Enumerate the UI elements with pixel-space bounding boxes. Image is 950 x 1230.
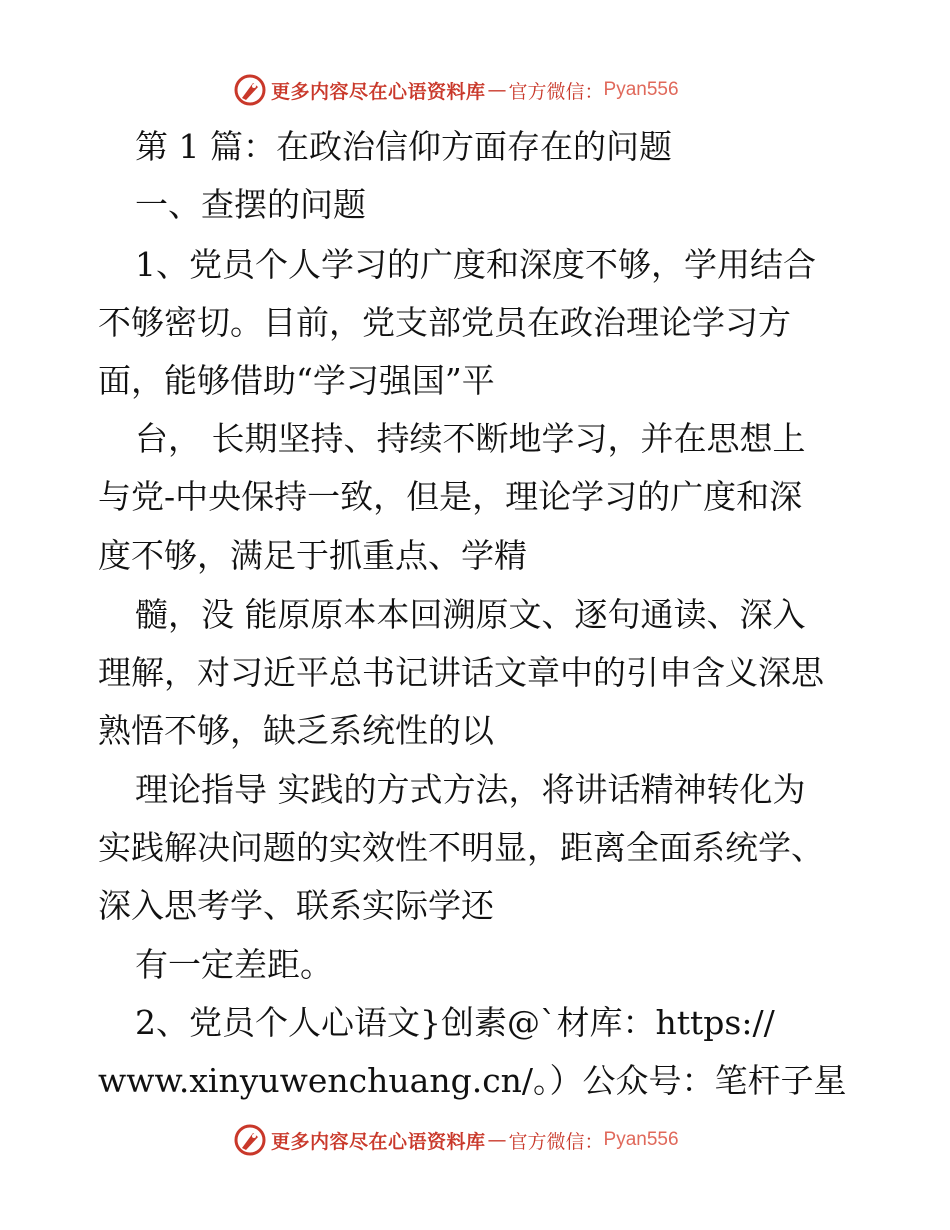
banner-wechat-handle: Pyan556 (603, 1129, 679, 1150)
banner-title: 更多内容尽在心语资料库 (271, 80, 486, 103)
pen-nib-logo-icon (233, 73, 267, 107)
paragraph-line: 实践解决问题的实效性不明显，距离全面系统学、 (98, 828, 824, 867)
paragraph-line: 理论指导 实践的方式方法，将讲话精神转化为 (135, 770, 806, 809)
paragraph-line: 1、党员个人学习的广度和深度不够，学用结合 (135, 245, 816, 284)
header-banner (233, 72, 679, 108)
paragraph-line: 理解，对习近平总书记讲话文章中的引申含义深思 (98, 653, 824, 692)
banner-dash: — (487, 1129, 507, 1151)
banner-title: 更多内容尽在心语资料库 (271, 1130, 486, 1153)
paragraph-line: 髓，没 能原原本本回溯原文、逐句通读、深入 (135, 595, 806, 634)
paragraph-line: 不够密切。目前，党支部党员在政治理论学习方 (98, 303, 791, 342)
paragraph-line: 2、党员个人心语文}创素@`材库：https:// (135, 1003, 775, 1042)
paragraph-line: 有一定差距。 (135, 945, 333, 984)
section-heading: 一、查摆的问题 (135, 185, 366, 224)
doc-heading: 第 1 篇：在政治信仰方面存在的问题 (135, 127, 672, 166)
paragraph-line: 熟悟不够，缺乏系统性的以 (98, 711, 494, 750)
paragraph-line: 深入思考学、联系实际学还 (98, 886, 494, 925)
footer-banner (233, 1122, 679, 1158)
pen-nib-logo-icon (233, 1123, 267, 1157)
paragraph-line: www.xinyuwenchuang.cn/。）公众号：笔杆子星 (98, 1061, 847, 1100)
banner-wechat-label: 官方微信： (508, 1130, 604, 1153)
paragraph-line: 度不够，满足于抓重点、学精 (98, 536, 527, 575)
banner-dash: — (487, 79, 507, 101)
paragraph-line: 面，能够借助“学习强国”平 (98, 361, 495, 400)
banner-wechat-label: 官方微信： (508, 80, 604, 103)
banner-wechat-handle: Pyan556 (603, 79, 679, 100)
paragraph-line: 台， 长期坚持、持续不断地学习，并在思想上 (135, 419, 806, 458)
paragraph-line: 与党-中央保持一致，但是，理论学习的广度和深 (98, 477, 803, 516)
